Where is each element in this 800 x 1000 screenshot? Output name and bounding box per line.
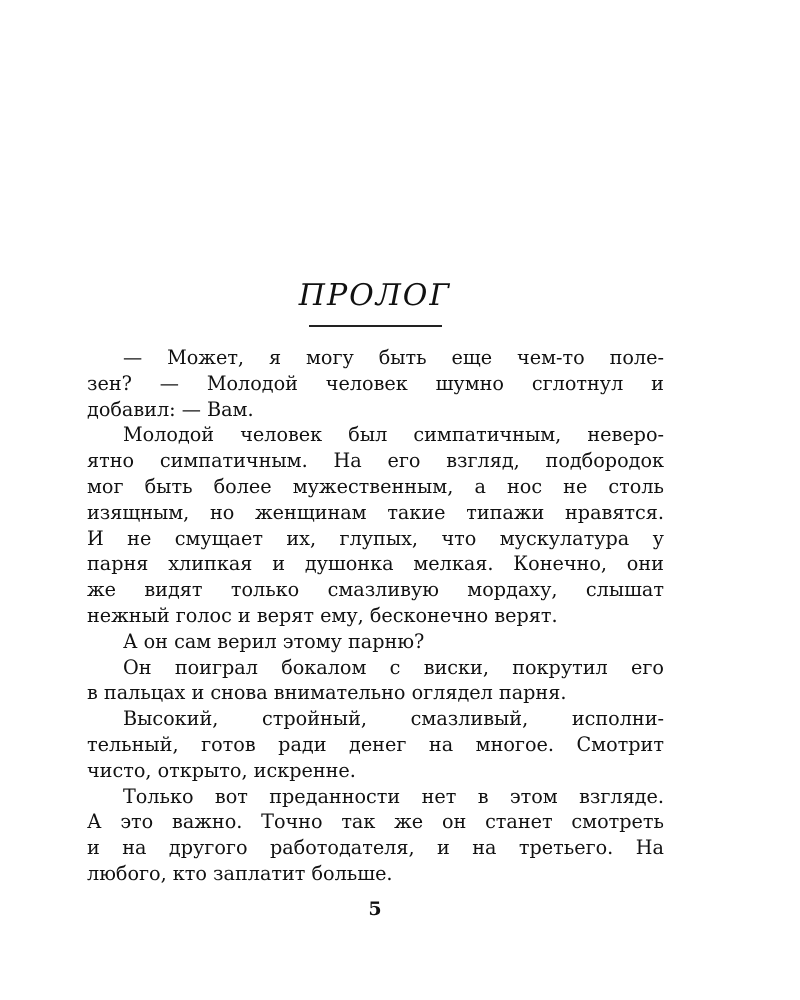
text-line: Только вот преданности нет в этом взгляде. — [123, 784, 664, 808]
text-line: зен? — Молодой человек шумно сглотнул и — [87, 371, 664, 395]
text-line: добавил: — Вам. — [87, 397, 254, 421]
text-line: мог быть более мужественным, а нос не столь — [87, 474, 664, 498]
text-line: И не смущает их, глупых, что мускулатура у — [87, 526, 664, 550]
text-line: Молодой человек был симпатичным, неверо- — [123, 423, 664, 447]
text-line: любого, кто заплатит больше. — [87, 861, 393, 885]
text-line: изящным, но женщинам такие типажи нравятся. — [87, 500, 664, 524]
text-line: — Может, я могу быть еще чем-то поле- — [123, 346, 664, 369]
title-underline — [309, 325, 442, 327]
body-text — [87, 345, 664, 887]
text-line: нежный голос и верят ему, бесконечно верят. — [87, 603, 558, 627]
text-line: парня хлипкая и душонка мелкая. Конечно, они — [87, 552, 664, 576]
text-line: тельный, готов ради денег на многое. Смотрит — [87, 732, 664, 756]
text-line: А он сам верил этому парню? — [123, 629, 425, 653]
page-number: 5 — [368, 898, 382, 920]
chapter-title: ПРОЛОГ — [298, 278, 452, 313]
text-line: А это важно. Точно так же он станет смотреть — [87, 810, 664, 834]
text-line: ятно симпатичным. На его взгляд, подбородок — [87, 449, 664, 473]
text-line: Высокий, стройный, смазливый, исполни- — [123, 707, 664, 731]
text-line: в пальцах и снова внимательно оглядел парня. — [87, 681, 567, 705]
text-line: и на другого работодателя, и на третьего. На — [87, 836, 664, 860]
text-line: же видят только смазливую мордаху, слышат — [87, 578, 664, 602]
text-line: Он поиграл бокалом с виски, покрутил его — [123, 655, 664, 679]
text-line: чисто, открыто, искренне. — [87, 758, 356, 782]
